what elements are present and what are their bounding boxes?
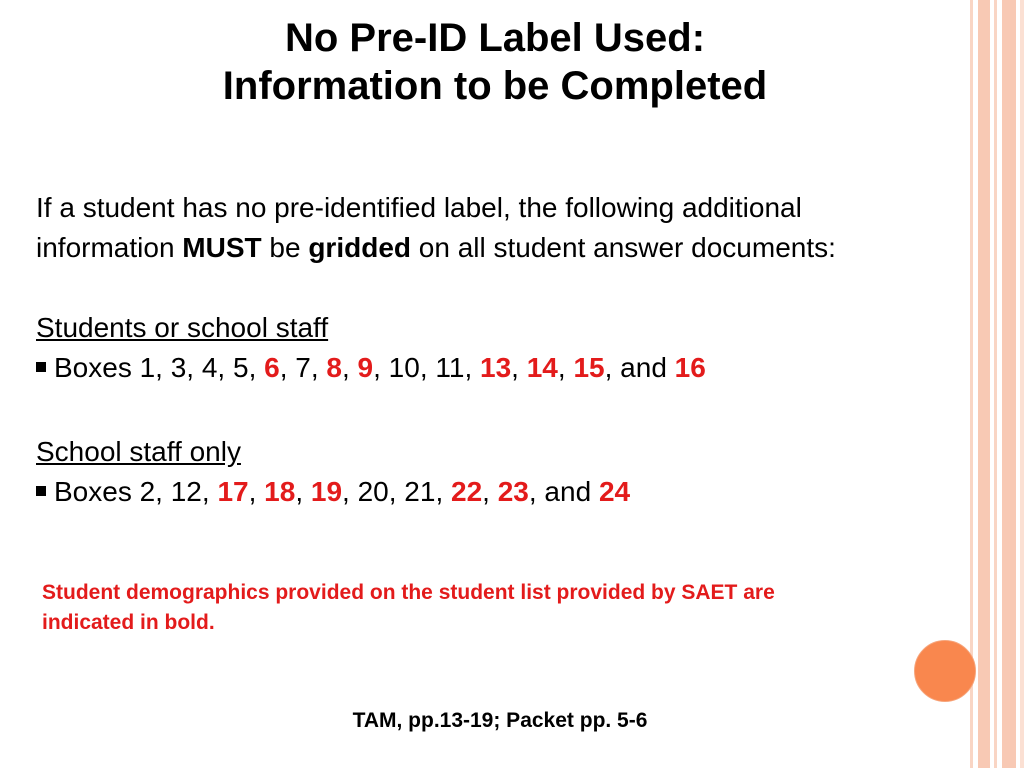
intro-line-1: If a student has no pre-identified label, the following additional	[36, 192, 802, 223]
bullet-icon	[36, 362, 46, 372]
bold-box-number: 14	[526, 352, 558, 383]
staff-only-section	[36, 432, 630, 512]
boxes-text: , 20, 21,	[342, 476, 451, 507]
decorative-stripes	[970, 0, 1024, 768]
boxes-text: , 7,	[279, 352, 327, 383]
bullet-icon	[36, 486, 46, 496]
boxes-text: ,	[557, 352, 574, 383]
footer-reference: TAM, pp.13-19; Packet pp. 5-6	[352, 709, 648, 732]
stripe	[978, 0, 990, 768]
intro-line-2	[36, 228, 1021, 268]
boxes-list	[36, 472, 630, 512]
slide-title	[0, 14, 990, 110]
stripe	[994, 0, 997, 768]
title-line-1: No Pre-ID Label Used:	[284, 16, 706, 60]
boxes-text: , 10, 11,	[373, 352, 481, 383]
boxes-text: Boxes 2, 12,	[54, 476, 218, 507]
must-emphasis: MUST	[182, 232, 262, 263]
intro-paragraph	[36, 188, 1021, 268]
boxes-text: Boxes 1, 3, 4, 5,	[54, 352, 265, 383]
demographics-note	[42, 578, 972, 638]
stripe	[1020, 0, 1024, 768]
boxes-text: , and	[604, 352, 675, 383]
boxes-text: ,	[482, 476, 498, 507]
bold-box-number: 6	[264, 352, 280, 383]
bold-box-number: 8	[326, 352, 342, 383]
note-line-2: indicated in bold.	[42, 611, 215, 634]
students-or-staff-section	[36, 308, 706, 388]
gridded-emphasis: gridded	[308, 232, 411, 263]
note-line-1: Student demographics provided on the student list provided by SAET are	[42, 581, 775, 604]
section-heading: School staff only	[36, 436, 241, 467]
bold-box-number: 18	[264, 476, 296, 507]
bold-box-number: 19	[310, 476, 343, 507]
bold-box-number: 22	[451, 476, 483, 507]
section-heading: Students or school staff	[36, 312, 329, 343]
bold-box-number: 9	[357, 352, 374, 383]
bold-box-number: 23	[497, 476, 529, 507]
boxes-text: ,	[341, 352, 358, 383]
boxes-text: , and	[528, 476, 599, 507]
stripe	[1002, 0, 1016, 768]
bold-box-number: 24	[598, 476, 631, 507]
bold-box-number: 15	[573, 352, 605, 383]
bold-box-number: 17	[217, 476, 249, 507]
bold-box-number: 16	[674, 352, 706, 383]
bold-box-number: 13	[480, 352, 512, 383]
intro-text: information	[36, 232, 183, 263]
boxes-text: ,	[248, 476, 265, 507]
decorative-circle	[914, 640, 976, 702]
title-line-2: Information to be Completed	[222, 64, 768, 108]
boxes-text: ,	[295, 476, 311, 507]
boxes-list	[36, 348, 706, 388]
intro-text: on all student answer documents:	[411, 232, 836, 263]
boxes-text: ,	[511, 352, 527, 383]
intro-text: be	[261, 232, 309, 263]
